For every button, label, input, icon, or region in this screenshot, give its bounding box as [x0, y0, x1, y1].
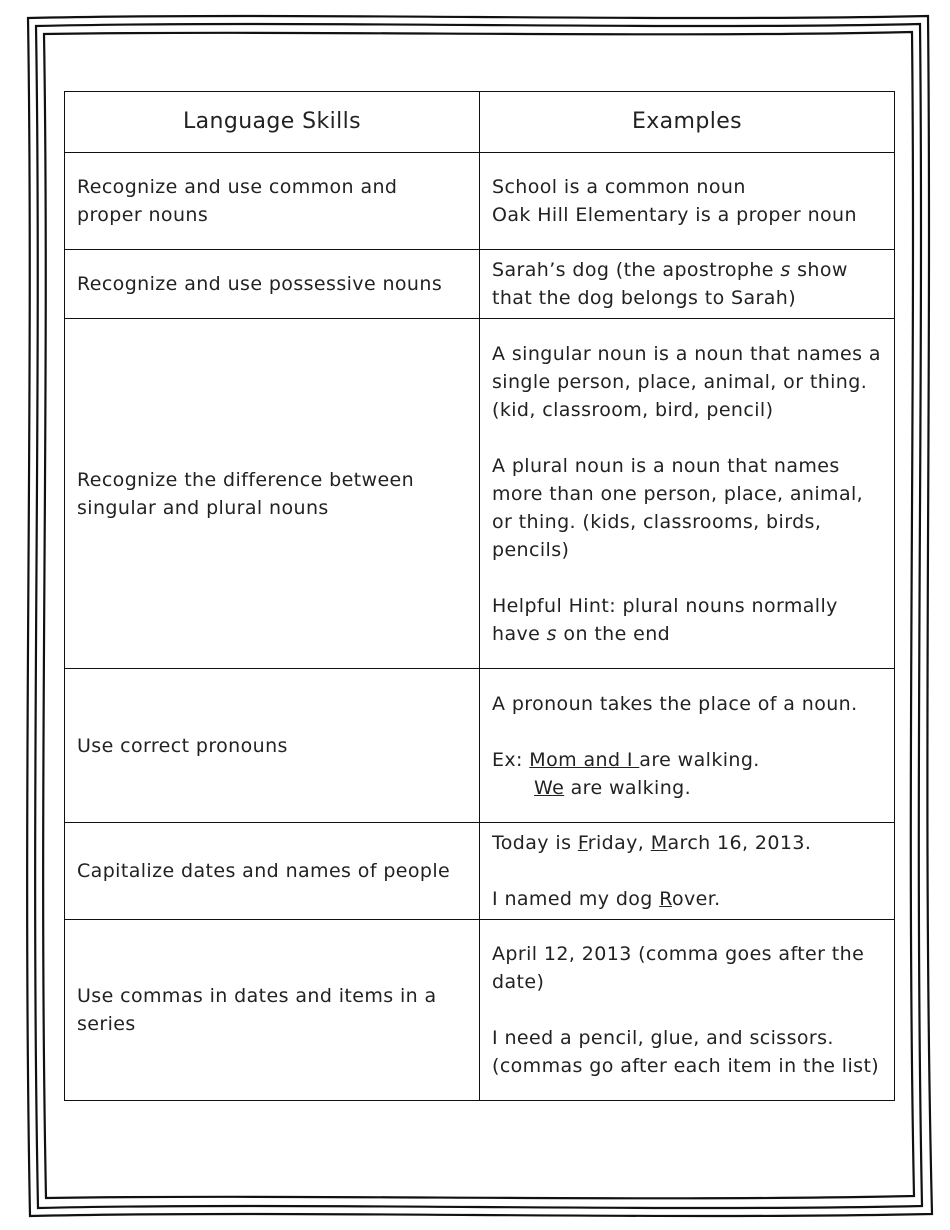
example-line: School is a common noun: [492, 176, 746, 198]
example-cell: [480, 250, 895, 319]
table-row: [65, 669, 895, 823]
example-paragraph: I need a pencil, glue, and scissors. (commas go after each item in the list): [492, 1027, 880, 1077]
table-row: [65, 823, 895, 920]
skill-cell: Use commas in dates and items in a series: [65, 920, 480, 1101]
example-line: [492, 774, 882, 802]
underlined-pronoun: We: [534, 776, 565, 799]
capital-letter: M: [650, 832, 668, 854]
example-cell: [480, 153, 895, 250]
example-cell: [480, 669, 895, 823]
skill-cell: Recognize and use possessive nouns: [65, 250, 480, 319]
helpful-hint: [492, 592, 882, 648]
example-paragraph: A plural noun is a noun that names more than one person, place, animal, or thing. (kids, classrooms, birds, pencils): [492, 454, 864, 561]
example-text: arch 16, 2013.: [667, 832, 812, 854]
italic-letter: s: [546, 622, 557, 645]
example-text: over.: [671, 888, 721, 910]
example-line: Oak Hill Elementary is a proper noun: [492, 204, 857, 226]
example-cell: [480, 920, 895, 1101]
table-row: [65, 920, 895, 1101]
table-row: [65, 250, 895, 319]
example-line: [492, 885, 882, 913]
example-line: [492, 746, 882, 774]
example-paragraph: A pronoun takes the place of a noun.: [492, 692, 858, 715]
italic-letter: s: [780, 259, 791, 281]
example-paragraph: A singular noun is a noun that names a single person, place, animal, or thing. (kid, classroom, bird, pencil): [492, 342, 881, 421]
table-header-row: [65, 92, 895, 153]
example-text: I named my dog: [492, 888, 660, 910]
example-text: Today is: [492, 832, 578, 854]
skill-cell: Use correct pronouns: [65, 669, 480, 823]
table-row: [65, 153, 895, 250]
example-cell: [480, 823, 895, 920]
example-text: are walking.: [639, 748, 760, 771]
example-cell: [480, 319, 895, 669]
hint-text: Helpful Hint: plural nouns normally have: [492, 594, 838, 645]
example-text: are walking.: [564, 776, 692, 799]
header-language-skills: Language Skills: [65, 92, 480, 153]
example-text: riday,: [587, 832, 651, 854]
example-paragraph: April 12, 2013 (comma goes after the date): [492, 943, 865, 993]
example-text: show that the dog belongs to Sarah): [492, 259, 848, 309]
skill-cell: Capitalize dates and names of people: [65, 823, 480, 920]
skill-cell: Recognize the difference between singular and plural nouns: [65, 319, 480, 669]
ex-label: Ex:: [492, 748, 530, 771]
example-line: [492, 829, 882, 857]
table-row: [65, 319, 895, 669]
hint-text: on the end: [556, 622, 671, 645]
underlined-subject: Mom and I: [529, 748, 640, 771]
capital-letter: R: [659, 888, 672, 910]
skill-cell: Recognize and use common and proper nouns: [65, 153, 480, 250]
header-examples: Examples: [480, 92, 895, 153]
language-skills-table: [64, 91, 895, 1101]
example-text: Sarah’s dog (the apostrophe: [492, 259, 781, 281]
capital-letter: F: [577, 832, 588, 854]
